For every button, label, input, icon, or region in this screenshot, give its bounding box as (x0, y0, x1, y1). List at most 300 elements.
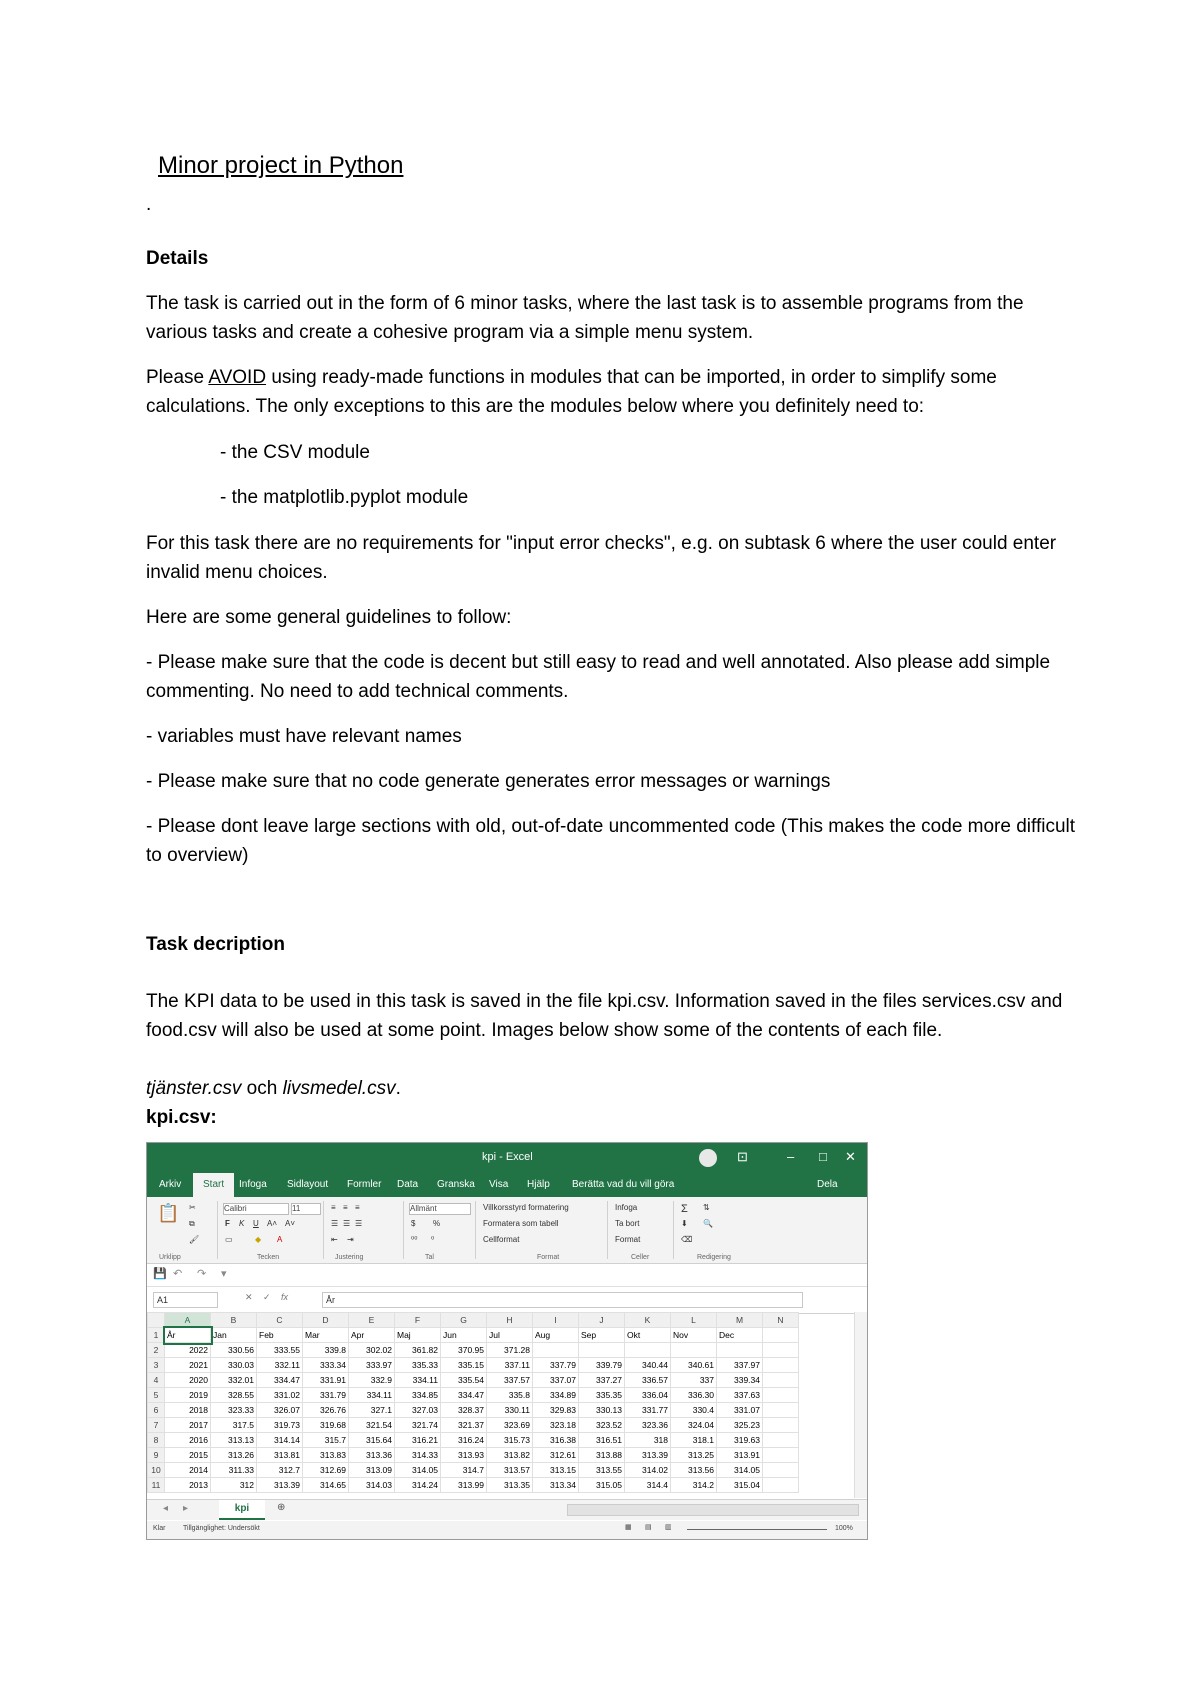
sheet-cell[interactable]: 314.05 (717, 1463, 763, 1478)
cancel-icon[interactable]: ✕ (245, 1292, 253, 1302)
sheet-cell[interactable] (763, 1433, 799, 1448)
undo-icon[interactable]: ↶ (173, 1268, 183, 1280)
fill-icon[interactable]: ⬇ (681, 1219, 688, 1228)
sheet-cell[interactable]: Nov (671, 1328, 717, 1343)
table-row (148, 1373, 799, 1388)
sheet-cell[interactable]: 331.79 (303, 1388, 349, 1403)
sheet-cell[interactable]: 313.55 (579, 1463, 625, 1478)
sheet-cell[interactable]: 315.7 (303, 1433, 349, 1448)
sheet-cell[interactable]: 331.02 (257, 1388, 303, 1403)
column-header[interactable]: A (165, 1313, 211, 1328)
grow-font-button[interactable]: A˄ (267, 1219, 278, 1228)
column-header[interactable]: D (303, 1313, 349, 1328)
column-header[interactable]: H (487, 1313, 533, 1328)
tab-sidlayout[interactable]: Sidlayout (287, 1179, 329, 1190)
add-sheet-icon[interactable]: ⊕ (277, 1502, 286, 1513)
accessibility-status[interactable]: Tillgänglighet: Undersökt (183, 1525, 260, 1532)
normal-view-icon[interactable]: ▦ (625, 1524, 632, 1531)
bold-button[interactable]: F (225, 1219, 230, 1228)
sheet-cell[interactable] (763, 1358, 799, 1373)
sheet-cell[interactable]: 339.79 (579, 1358, 625, 1373)
sheet-cell[interactable]: 330.13 (579, 1403, 625, 1418)
sheet-cell[interactable]: 315.04 (717, 1478, 763, 1493)
row-header[interactable]: 2 (148, 1343, 165, 1358)
guideline-old-code: - Please dont leave large sections with old, out-of-date uncommented code (This makes the code more difficult to overview) (146, 816, 1076, 866)
font-size-value: 11 (292, 1204, 301, 1213)
save-icon[interactable]: 💾 (153, 1268, 167, 1280)
sheet-cell[interactable]: 334.11 (349, 1388, 395, 1403)
sheet-cell[interactable] (763, 1403, 799, 1418)
column-header[interactable]: C (257, 1313, 303, 1328)
percent-icon[interactable]: % (433, 1219, 441, 1228)
sheet-cell[interactable]: 321.37 (441, 1418, 487, 1433)
sheet-cell[interactable]: 339.8 (303, 1343, 349, 1358)
sheet-cell[interactable]: 333.55 (257, 1343, 303, 1358)
row-header[interactable]: 11 (148, 1478, 165, 1493)
select-all-corner[interactable] (148, 1313, 165, 1328)
column-header[interactable]: I (533, 1313, 579, 1328)
sheet-cell[interactable]: 2013 (165, 1478, 211, 1493)
clear-icon[interactable]: ⌫ (681, 1235, 693, 1244)
sheet-cell[interactable]: 361.82 (395, 1343, 441, 1358)
sheet-cell[interactable]: 314.05 (395, 1463, 441, 1478)
sheet-cell[interactable]: 314.4 (625, 1478, 671, 1493)
sheet-cell[interactable]: 313.56 (671, 1463, 717, 1478)
customize-qat-icon[interactable]: ▾ (221, 1268, 227, 1280)
column-header[interactable]: L (671, 1313, 717, 1328)
tab-arkiv[interactable]: Arkiv (159, 1179, 182, 1190)
sheet-cell[interactable]: 313.39 (257, 1478, 303, 1493)
sheet-cell[interactable]: 340.44 (625, 1358, 671, 1373)
tab-infoga[interactable]: Infoga (239, 1179, 267, 1190)
zoom-level[interactable]: 100% (835, 1525, 853, 1532)
excel-screenshot (146, 1142, 868, 1540)
align-bottom-icon[interactable]: ≡ (355, 1203, 360, 1212)
indent-icon[interactable]: ⇤ (331, 1235, 338, 1244)
sheet-cell[interactable]: 321.74 (395, 1418, 441, 1433)
number-format-select[interactable] (409, 1203, 471, 1215)
ready-indicator: Klar (153, 1525, 166, 1532)
sheet-cell[interactable] (763, 1328, 799, 1343)
ribbon-display-icon[interactable]: ⊡ (737, 1149, 748, 1164)
redo-icon[interactable]: ↷ (197, 1268, 207, 1280)
sheet-cell[interactable]: 2015 (165, 1448, 211, 1463)
sheet-cell[interactable]: 334.11 (395, 1373, 441, 1388)
table-row (148, 1448, 799, 1463)
font-size-select[interactable] (291, 1203, 321, 1215)
sheet-tab-kpi[interactable]: kpi (219, 1500, 265, 1520)
sheet-cell[interactable] (763, 1373, 799, 1388)
shrink-font-button[interactable]: A˅ (285, 1219, 296, 1228)
cell-styles-button[interactable]: Cellformat (483, 1235, 520, 1244)
sheet-cell[interactable]: 331.91 (303, 1373, 349, 1388)
insert-cells-button[interactable]: Infoga (615, 1203, 638, 1212)
paste-icon[interactable]: 📋 (157, 1203, 180, 1223)
sheet-cell[interactable]: 314.65 (303, 1478, 349, 1493)
sheet-cell[interactable]: 2019 (165, 1388, 211, 1403)
next-sheet-icon[interactable]: ▸ (183, 1503, 189, 1514)
tab-hjalp[interactable]: Hjälp (527, 1179, 550, 1190)
sheet-cell[interactable]: 314.33 (395, 1448, 441, 1463)
guideline-no-warnings: - Please make sure that no code generate generates error messages or warnings (146, 771, 831, 792)
sheet-cell[interactable]: Jan (211, 1328, 257, 1343)
sheet-cell[interactable]: 336.04 (625, 1388, 671, 1403)
sheet-cell[interactable]: 330.11 (487, 1403, 533, 1418)
sheet-cell[interactable]: 323.33 (211, 1403, 257, 1418)
sheet-cell[interactable]: 332.01 (211, 1373, 257, 1388)
kpi-label: kpi.csv: (146, 1107, 217, 1128)
align-top-icon[interactable]: ≡ (331, 1203, 336, 1212)
sheet-cell[interactable]: 316.38 (533, 1433, 579, 1448)
font-color-icon[interactable]: A (277, 1235, 283, 1244)
italic-button[interactable]: K (239, 1219, 245, 1228)
sheet-cell[interactable]: 334.47 (441, 1388, 487, 1403)
sheet-cell[interactable]: Dec (717, 1328, 763, 1343)
sheet-cell[interactable]: 2020 (165, 1373, 211, 1388)
sheet-cell[interactable]: Jul (487, 1328, 533, 1343)
sheet-cell[interactable]: 314.24 (395, 1478, 441, 1493)
sheet-cell[interactable]: 336.30 (671, 1388, 717, 1403)
sheet-cell[interactable]: 313.91 (717, 1448, 763, 1463)
sheet-cell[interactable]: 335.8 (487, 1388, 533, 1403)
sheet-cell[interactable]: 315.05 (579, 1478, 625, 1493)
status-bar (147, 1521, 867, 1539)
tab-formler[interactable]: Formler (347, 1179, 382, 1190)
borders-icon[interactable]: ▭ (225, 1235, 233, 1244)
ribbon-separator (607, 1201, 608, 1259)
table-row (148, 1328, 799, 1343)
sheet-cell[interactable]: Maj (395, 1328, 441, 1343)
sheet-cell[interactable]: 337.11 (487, 1358, 533, 1373)
sheet-cell[interactable]: 323.18 (533, 1418, 579, 1433)
ribbon-separator (323, 1201, 324, 1259)
avoid-suffix: using ready-made functions in modules that can be imported, in order to simplify some calculations. The only exceptions to this are the modules below where you definitely need to: (146, 367, 997, 417)
row-header[interactable]: 8 (148, 1433, 165, 1448)
horizontal-scrollbar[interactable] (567, 1504, 859, 1516)
row-header[interactable]: 3 (148, 1358, 165, 1373)
column-header[interactable]: J (579, 1313, 625, 1328)
sheet-cell[interactable]: 337.57 (487, 1373, 533, 1388)
sheet-cell[interactable]: År (165, 1328, 211, 1343)
minimize-icon[interactable]: – (787, 1149, 795, 1164)
file-tjanster: tjänster.csv (146, 1078, 242, 1099)
sheet-cell[interactable]: 335.33 (395, 1358, 441, 1373)
file-names-line (146, 1074, 1076, 1103)
sheet-cell[interactable]: 324.04 (671, 1418, 717, 1433)
outdent-icon[interactable]: ⇥ (347, 1235, 354, 1244)
delete-cells-button[interactable]: Ta bort (615, 1219, 640, 1228)
column-header[interactable]: M (717, 1313, 763, 1328)
sheet-cell[interactable]: 337.63 (717, 1388, 763, 1403)
ribbon-tabs (147, 1173, 867, 1197)
table-row (148, 1463, 799, 1478)
sheet-cell[interactable]: 340.61 (671, 1358, 717, 1373)
document-title: Minor project in Python (158, 152, 404, 179)
group-urklipp: Urklipp (159, 1254, 181, 1261)
sheet-cell[interactable]: 332.9 (349, 1373, 395, 1388)
sheet-cell[interactable] (671, 1343, 717, 1358)
sheet-cell[interactable]: 335.54 (441, 1373, 487, 1388)
increase-decimal-icon[interactable]: ⁰⁰ (411, 1235, 418, 1244)
sheet-cell[interactable]: 326.07 (257, 1403, 303, 1418)
sheet-cell[interactable]: 313.36 (349, 1448, 395, 1463)
formula-bar (147, 1287, 867, 1314)
sheet-cell[interactable]: 334.85 (395, 1388, 441, 1403)
sheet-cell[interactable]: 314.03 (349, 1478, 395, 1493)
maximize-icon[interactable]: □ (819, 1149, 827, 1164)
sheet-cell[interactable]: 323.69 (487, 1418, 533, 1433)
sheet-cell[interactable] (763, 1343, 799, 1358)
sheet-cell[interactable]: 315.64 (349, 1433, 395, 1448)
sheet-cell[interactable]: 336.57 (625, 1373, 671, 1388)
sheet-cell[interactable]: 313.83 (303, 1448, 349, 1463)
sheet-cell[interactable]: 314.2 (671, 1478, 717, 1493)
sheet-cell[interactable] (533, 1343, 579, 1358)
row-header[interactable]: 7 (148, 1418, 165, 1433)
sheet-cell[interactable]: 313.93 (441, 1448, 487, 1463)
sheet-cell[interactable]: 332.11 (257, 1358, 303, 1373)
sheet-cell[interactable]: 335.35 (579, 1388, 625, 1403)
row-header[interactable]: 5 (148, 1388, 165, 1403)
sheet-cell[interactable]: Feb (257, 1328, 303, 1343)
sheet-cell[interactable]: 323.36 (625, 1418, 671, 1433)
sheet-cell[interactable]: 313.26 (211, 1448, 257, 1463)
sheet-cell[interactable]: Apr (349, 1328, 395, 1343)
row-header[interactable]: 4 (148, 1373, 165, 1388)
column-headers (148, 1313, 799, 1328)
excel-window-title: kpi - Excel (482, 1151, 533, 1163)
sheet-cell[interactable]: 327.03 (395, 1403, 441, 1418)
sheet-cell[interactable]: 313.13 (211, 1433, 257, 1448)
align-middle-icon[interactable]: ≡ (343, 1203, 348, 1212)
currency-icon[interactable]: $ (411, 1219, 416, 1228)
sheet-cell[interactable] (717, 1343, 763, 1358)
guideline-code-quality: - Please make sure that the code is decent but still easy to read and well annotated. Also please add simple commenting. No need to add technical comments. (146, 652, 1051, 702)
tab-visa[interactable]: Visa (489, 1179, 509, 1190)
sheet-cell[interactable]: 312.7 (257, 1463, 303, 1478)
sheet-cell[interactable]: 339.34 (717, 1373, 763, 1388)
function-icon[interactable]: fx (281, 1292, 289, 1302)
paragraph-avoid (146, 363, 1076, 421)
sheet-cell[interactable]: 2022 (165, 1343, 211, 1358)
sheet-cell[interactable]: 330.4 (671, 1403, 717, 1418)
ribbon-separator (475, 1201, 476, 1259)
table-row (148, 1358, 799, 1373)
sheet-cell[interactable]: 313.25 (671, 1448, 717, 1463)
format-painter-icon[interactable]: 🖌 (189, 1235, 200, 1244)
vertical-scrollbar[interactable] (854, 1312, 867, 1498)
bullet-dot: . (146, 194, 152, 215)
sheet-cell[interactable]: Sep (579, 1328, 625, 1343)
name-box[interactable]: A1 (153, 1292, 218, 1308)
sheet-cell[interactable]: 321.54 (349, 1418, 395, 1433)
sheet-cell[interactable]: 312 (211, 1478, 257, 1493)
sheet-cell[interactable] (763, 1448, 799, 1463)
sheet-cell[interactable] (763, 1388, 799, 1403)
page-break-view-icon[interactable]: ▥ (665, 1524, 672, 1531)
sheet-cell[interactable]: 326.76 (303, 1403, 349, 1418)
sheet-cell[interactable]: 333.34 (303, 1358, 349, 1373)
column-header[interactable]: B (211, 1313, 257, 1328)
sheet-cell[interactable]: 315.73 (487, 1433, 533, 1448)
column-header[interactable]: N (763, 1313, 799, 1328)
zoom-slider[interactable] (687, 1529, 827, 1530)
sheet-cell[interactable]: 331.07 (717, 1403, 763, 1418)
sheet-cell[interactable]: 335.15 (441, 1358, 487, 1373)
tell-me-search[interactable]: Berätta vad du vill göra (572, 1179, 675, 1190)
account-avatar[interactable] (699, 1149, 717, 1167)
enter-icon[interactable]: ✓ (263, 1292, 271, 1302)
sheet-cell[interactable]: 311.33 (211, 1463, 257, 1478)
font-name-select[interactable] (223, 1203, 289, 1215)
sheet-cell[interactable] (625, 1343, 671, 1358)
sheet-cell[interactable]: 327.1 (349, 1403, 395, 1418)
sheet-cell[interactable]: 331.77 (625, 1403, 671, 1418)
table-row (148, 1418, 799, 1433)
sheet-grid (147, 1312, 855, 1493)
table-row (148, 1343, 799, 1358)
table-row (148, 1478, 799, 1493)
avoid-prefix: Please (146, 367, 209, 388)
sheet-cell[interactable] (763, 1478, 799, 1493)
formula-input[interactable]: År (322, 1292, 803, 1308)
sheet-cell[interactable]: 330.03 (211, 1358, 257, 1373)
sheet-cell[interactable]: 313.09 (349, 1463, 395, 1478)
sheet-cell[interactable]: 313.99 (441, 1478, 487, 1493)
sheet-tab-bar (147, 1499, 867, 1520)
sheet-cell[interactable]: 2018 (165, 1403, 211, 1418)
sheet-cell[interactable]: 319.68 (303, 1418, 349, 1433)
row-header[interactable]: 6 (148, 1403, 165, 1418)
sheet-cell[interactable]: 313.34 (533, 1478, 579, 1493)
sheet-cell[interactable]: Mar (303, 1328, 349, 1343)
share-button[interactable]: Dela (817, 1179, 838, 1190)
ribbon-separator (673, 1201, 674, 1259)
sheet-cell[interactable]: 334.89 (533, 1388, 579, 1403)
sheet-cell[interactable]: 316.51 (579, 1433, 625, 1448)
sheet-cell[interactable]: 313.39 (625, 1448, 671, 1463)
sheet-cell[interactable]: Okt (625, 1328, 671, 1343)
ribbon-separator (403, 1201, 404, 1259)
tab-start[interactable]: Start (193, 1173, 234, 1197)
decrease-decimal-icon[interactable]: ⁰ (431, 1235, 435, 1244)
sheet-cell[interactable]: 329.83 (533, 1403, 579, 1418)
sheet-cell[interactable]: 328.55 (211, 1388, 257, 1403)
sheet-cell[interactable]: 313.82 (487, 1448, 533, 1463)
sheet-cell[interactable]: 337.97 (717, 1358, 763, 1373)
sheet-cell[interactable]: 316.24 (441, 1433, 487, 1448)
table-row (148, 1388, 799, 1403)
row-header[interactable]: 10 (148, 1463, 165, 1478)
column-header[interactable]: K (625, 1313, 671, 1328)
avoid-emphasis: AVOID (208, 367, 267, 388)
sheet-cell[interactable] (579, 1343, 625, 1358)
prev-sheet-icon[interactable]: ◂ (163, 1503, 169, 1514)
sheet-cell[interactable]: 370.95 (441, 1343, 487, 1358)
sheet-cell[interactable]: 337.79 (533, 1358, 579, 1373)
sheet-cell[interactable]: 313.81 (257, 1448, 303, 1463)
sheet-cell[interactable]: 314.14 (257, 1433, 303, 1448)
sheet-cell[interactable]: 312.69 (303, 1463, 349, 1478)
fill-color-icon[interactable]: ◆ (255, 1235, 262, 1244)
sheet-cell[interactable]: 317.5 (211, 1418, 257, 1433)
group-tecken: Tecken (257, 1254, 280, 1261)
find-select-icon[interactable]: 🔍 (703, 1219, 713, 1228)
sheet-cell[interactable]: 333.97 (349, 1358, 395, 1373)
sheet-cell[interactable]: 323.52 (579, 1418, 625, 1433)
sheet-cell[interactable]: 2021 (165, 1358, 211, 1373)
tab-data[interactable]: Data (397, 1179, 419, 1190)
sheet-cell[interactable]: Jun (441, 1328, 487, 1343)
column-header[interactable]: G (441, 1313, 487, 1328)
file-livsmedel: livsmedel.csv (282, 1078, 396, 1099)
tab-granska[interactable]: Granska (437, 1179, 475, 1190)
sheet-cell[interactable]: 334.47 (257, 1373, 303, 1388)
sheet-cell[interactable]: 2014 (165, 1463, 211, 1478)
row-header[interactable]: 1 (148, 1328, 165, 1343)
details-heading: Details (146, 248, 209, 269)
sheet-cell[interactable]: 330.56 (211, 1343, 257, 1358)
align-right-icon[interactable]: ☰ (355, 1219, 363, 1228)
sheet-cell[interactable]: Aug (533, 1328, 579, 1343)
sheet-cell[interactable]: 2017 (165, 1418, 211, 1433)
close-icon[interactable]: ✕ (845, 1149, 856, 1164)
sheet-cell[interactable]: 312.61 (533, 1448, 579, 1463)
copy-icon[interactable]: ⧉ (189, 1219, 195, 1228)
align-left-icon[interactable]: ☰ (331, 1219, 339, 1228)
sort-filter-icon[interactable]: ⇅ (703, 1203, 710, 1212)
sheet-cell[interactable]: 337.07 (533, 1373, 579, 1388)
cut-icon[interactable]: ✂ (189, 1203, 196, 1212)
sheet-cell[interactable]: 337.27 (579, 1373, 625, 1388)
align-center-icon[interactable]: ☰ (343, 1219, 351, 1228)
sheet-cell[interactable]: 313.57 (487, 1463, 533, 1478)
row-header[interactable]: 9 (148, 1448, 165, 1463)
sheet-cell[interactable]: 316.21 (395, 1433, 441, 1448)
sheet-cell[interactable]: 2016 (165, 1433, 211, 1448)
underline-button[interactable]: U (253, 1219, 259, 1228)
sheet-cell[interactable]: 371.28 (487, 1343, 533, 1358)
column-header[interactable]: E (349, 1313, 395, 1328)
sheet-cell[interactable]: 302.02 (349, 1343, 395, 1358)
column-header[interactable]: F (395, 1313, 441, 1328)
sheet-cell[interactable]: 328.37 (441, 1403, 487, 1418)
task-heading: Task decription (146, 934, 286, 955)
sheet-cell[interactable]: 313.15 (533, 1463, 579, 1478)
sheet-cell[interactable]: 337 (671, 1373, 717, 1388)
paragraph-intro: The task is carried out in the form of 6 minor tasks, where the last task is to assemble programs from the various tasks and create a cohesive program via a simple menu system. (146, 293, 1024, 343)
group-format: Format (537, 1254, 560, 1261)
sheet-cell[interactable]: 318 (625, 1433, 671, 1448)
sheet-cell[interactable]: 319.73 (257, 1418, 303, 1433)
sheet-cell[interactable] (763, 1463, 799, 1478)
sheet-cell[interactable]: 314.7 (441, 1463, 487, 1478)
format-as-table-button[interactable]: Formatera som tabell (483, 1219, 559, 1228)
sheet-cell[interactable]: 318.1 (671, 1433, 717, 1448)
sheet-cell[interactable] (763, 1418, 799, 1433)
conditional-formatting-button[interactable]: Villkorsstyrd formatering (483, 1203, 569, 1212)
sheet-cell[interactable]: 313.35 (487, 1478, 533, 1493)
sheet-cell[interactable]: 319.63 (717, 1433, 763, 1448)
sheet-cell[interactable]: 325.23 (717, 1418, 763, 1433)
page-layout-view-icon[interactable]: ▤ (645, 1524, 652, 1531)
sheet-table (147, 1312, 799, 1493)
sheet-cell[interactable]: 314.02 (625, 1463, 671, 1478)
table-row (148, 1403, 799, 1418)
format-cells-button[interactable]: Format (615, 1235, 641, 1244)
autosum-icon[interactable]: Σ (681, 1203, 688, 1215)
sheet-cell[interactable]: 313.88 (579, 1448, 625, 1463)
